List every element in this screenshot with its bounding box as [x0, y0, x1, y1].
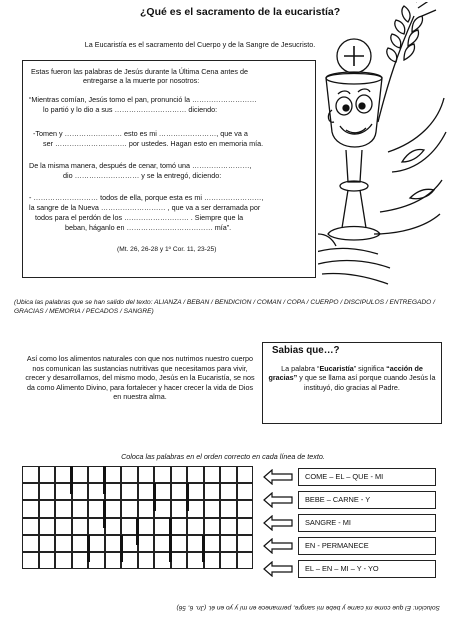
page-title: ¿Qué es el sacramento de la eucaristía?: [140, 6, 341, 18]
scripture-line: - ……………………… todos de ella, porque esta es mi ……………………,: [29, 193, 264, 202]
grid-cell[interactable]: [171, 518, 188, 535]
scripture-line: ser ………………………… por ustedes. Hagan esto en memoria mía.: [43, 139, 264, 148]
grid-cell[interactable]: [39, 535, 56, 552]
grid-cell[interactable]: [138, 552, 155, 569]
grid-cell[interactable]: [154, 466, 171, 483]
word-separator: [169, 535, 172, 563]
left-arrow-icon: [262, 561, 294, 577]
grid-cell[interactable]: [237, 535, 254, 552]
grid-cell[interactable]: [39, 552, 56, 569]
grid-cell[interactable]: [88, 552, 105, 569]
scripture-line: beban, háganlo en ……………………………… mía”.: [65, 223, 232, 232]
grid-cell[interactable]: [237, 552, 254, 569]
grid-cell[interactable]: [39, 466, 56, 483]
grid-cell[interactable]: [187, 483, 204, 500]
word-separator: [103, 466, 106, 494]
grid-cell[interactable]: [72, 518, 89, 535]
scripture-line: dio ……………………… y se la entregó, diciendo:: [63, 171, 222, 180]
grid-cell[interactable]: [138, 535, 155, 552]
word-separator: [103, 500, 106, 528]
grid-cell[interactable]: [105, 518, 122, 535]
scripture-box: [22, 60, 316, 278]
instruction-text: Coloca las palabras en el orden correcto en cada línea de texto.: [121, 452, 325, 461]
grid-cell[interactable]: [237, 518, 254, 535]
scripture-line: Estas fueron las palabras de Jesús durante la Última Cena antes de: [31, 67, 248, 76]
grid-cell[interactable]: [39, 500, 56, 517]
grid-cell[interactable]: [22, 552, 39, 569]
grid-cell[interactable]: [72, 483, 89, 500]
upside-down-solution: Solución: El que come mi carne y bebe mi sangre, permanece en mí y yo en él. (Jn. 6, 56): [176, 604, 440, 611]
word-separator: [153, 483, 156, 511]
scripture-line: entregarse a la muerte por nosotros:: [83, 76, 200, 85]
nutrition-paragraph: Así como los alimentos naturales con que nos nutrimos nuestro cuerpo nos comunican las sustancias nutritivas que necesitamos para vivir, crecer y desarrollarnos, del mismo modo, Jesús en la Eucaristía, se nos da como Alimento Divino, para fortalecer y hacer crecer la vida de Dios en nuestra alma.: [25, 354, 255, 402]
grid-cell[interactable]: [138, 466, 155, 483]
grid-cell[interactable]: [22, 466, 39, 483]
scripture-line: todos para el perdón de los ……………………… . Siempre que la: [35, 213, 244, 222]
grid-cell[interactable]: [237, 483, 254, 500]
phrase-box: SANGRE - MI: [298, 514, 436, 532]
grid-cell[interactable]: [154, 483, 171, 500]
grid-cell[interactable]: [237, 500, 254, 517]
grid-cell[interactable]: [105, 466, 122, 483]
sabias-text-part: ” significa: [353, 364, 385, 373]
grid-cell[interactable]: [22, 500, 39, 517]
grid-cell[interactable]: [72, 500, 89, 517]
word-separator: [87, 535, 90, 563]
grid-cell[interactable]: [220, 535, 237, 552]
grid-cell[interactable]: [171, 466, 188, 483]
grid-cell[interactable]: [39, 518, 56, 535]
grid-cell[interactable]: [105, 483, 122, 500]
sabias-text-part: y que se llama así porque cuando Jesús la instituyó, dio gracias al Padre.: [297, 373, 436, 392]
grid-cell[interactable]: [187, 500, 204, 517]
phrase-box: COME – EL – QUE - MI: [298, 468, 436, 486]
grid-cell[interactable]: [220, 518, 237, 535]
grid-cell[interactable]: [121, 466, 138, 483]
page-subtitle: La Eucaristía es el sacramento del Cuerpo y de la Sangre de Jesucristo.: [84, 40, 316, 49]
sabias-text-part: La palabra “: [281, 364, 320, 373]
vocabulary-note: (Ubica las palabras que se han salido del texto: ALIANZA / BEBAN / BENDICION / COMAN / COPA / CUERPO / DISCIPULOS / ENTREGADO / GRACIAS / MEMORIA / PECADOS / SANGRE): [14, 299, 435, 316]
grid-cell[interactable]: [204, 518, 221, 535]
grid-cell[interactable]: [204, 466, 221, 483]
grid-cell[interactable]: [187, 466, 204, 483]
word-separator: [186, 483, 189, 511]
word-separator: [120, 535, 123, 563]
word-separator: [136, 518, 139, 546]
grid-cell[interactable]: [55, 500, 72, 517]
sabias-word: Eucaristía: [319, 364, 354, 373]
left-arrow-icon: [262, 469, 294, 485]
grid-cell[interactable]: [138, 518, 155, 535]
grid-cell[interactable]: [72, 466, 89, 483]
grid-cell[interactable]: [220, 552, 237, 569]
grid-cell[interactable]: [55, 518, 72, 535]
grid-cell[interactable]: [154, 500, 171, 517]
grid-cell[interactable]: [22, 535, 39, 552]
scripture-line: lo partió y lo dio a sus ………………………… diciendo:: [43, 105, 218, 114]
scripture-line: la sangre de la Nueva ……………………… , que va a ser derramada por: [29, 203, 261, 212]
sabias-que-text: [268, 364, 436, 392]
sabias-que-title: Sabias que…?: [272, 345, 340, 356]
left-arrow-icon: [262, 492, 294, 508]
grid-cell[interactable]: [220, 483, 237, 500]
grid-cell[interactable]: [55, 552, 72, 569]
grid-cell[interactable]: [204, 552, 221, 569]
grid-cell[interactable]: [105, 500, 122, 517]
scripture-line: -Tomen y …………………… esto es mi ……………………, que va a: [33, 129, 248, 138]
grid-cell[interactable]: [171, 552, 188, 569]
grid-cell[interactable]: [204, 483, 221, 500]
chalice-illustration: [318, 2, 448, 298]
left-arrow-icon: [262, 515, 294, 531]
grid-cell[interactable]: [55, 535, 72, 552]
grid-cell[interactable]: [121, 552, 138, 569]
grid-cell[interactable]: [237, 466, 254, 483]
grid-cell[interactable]: [187, 518, 204, 535]
grid-cell[interactable]: [204, 500, 221, 517]
phrase-box: BEBE – CARNE - Y: [298, 491, 436, 509]
grid-cell[interactable]: [204, 535, 221, 552]
grid-cell[interactable]: [22, 483, 39, 500]
grid-cell[interactable]: [121, 500, 138, 517]
word-separator: [202, 535, 205, 563]
word-separator: [70, 466, 73, 494]
scripture-citation: (Mt. 26, 26-28 y 1º Cor. 11, 23-25): [117, 246, 217, 253]
sabias-meaning: “acción de gracias”: [268, 364, 423, 383]
scripture-line: De la misma manera, después de cenar, tomó una ……………………,: [29, 161, 252, 170]
grid-cell[interactable]: [171, 535, 188, 552]
grid-cell[interactable]: [220, 466, 237, 483]
phrase-box: EN - PERMANECE: [298, 537, 436, 555]
grid-cell[interactable]: [88, 535, 105, 552]
scripture-line: “Mientras comían, Jesús tomo el pan, pronunció la ………………………: [29, 95, 257, 104]
phrase-box: EL – EN – MI – Y - YO: [298, 560, 436, 578]
grid-cell[interactable]: [39, 483, 56, 500]
left-arrow-icon: [262, 538, 294, 554]
grid-cell[interactable]: [121, 483, 138, 500]
grid-cell[interactable]: [220, 500, 237, 517]
grid-cell[interactable]: [22, 518, 39, 535]
